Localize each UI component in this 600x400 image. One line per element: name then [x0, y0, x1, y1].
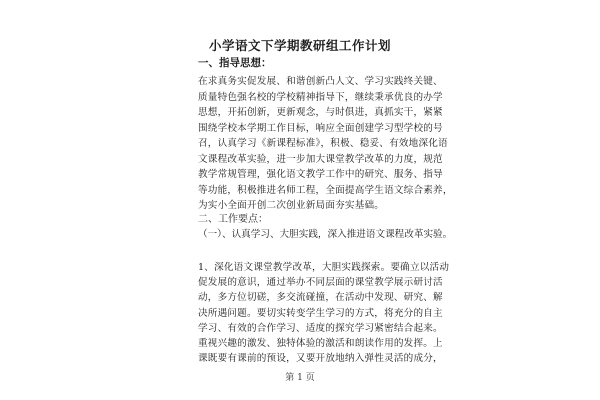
paragraph-line: 等功能，积极推进名师工程，全面提高学生语文综合素养，	[198, 184, 453, 196]
paragraph-line: 质量特色强名校的学校精神指导下，继续秉承优良的办学	[198, 91, 443, 103]
section-heading-work-points: 二、工作要点：	[198, 214, 268, 225]
paragraph-line: 学习、有效的合作学习、适度的探究学习紧密结合起来。	[198, 322, 443, 334]
subsection-heading: （一）、认真学习、大胆实践，深入推进语文课程改革实验。	[198, 229, 453, 240]
item1-paragraph	[198, 260, 450, 366]
paragraph-line: 1、深化语文课堂教学改革，大胆实践探索。要确立以活动	[198, 262, 450, 273]
paragraph-line: 动，多方位切磋，多交流碰撞，在活动中发现、研究、解	[198, 292, 443, 304]
paragraph-line: 课既要有课前的预设，又要开放地纳入弹性灵活的成分，	[198, 353, 443, 365]
section-heading-guiding-thought: 一、指导思想：	[198, 57, 272, 69]
guiding-thought-paragraph	[198, 74, 453, 214]
page-number: 第 1 页	[285, 373, 315, 383]
paragraph-line: 思想，开拓创新，更新观念，与时俱进，真抓实干，紧紧	[198, 107, 443, 118]
document-title: 小学语文下学期教研组工作计划	[208, 38, 391, 53]
paragraph-line: 重视兴趣的激发、独特体验的激活和朗读作用的发挥。上	[198, 338, 443, 350]
paragraph-line: 决所遇问题。要切实转变学生学习的方式，将充分的自主	[198, 307, 443, 319]
paragraph-line: 为实小全面开创二次创业新局面夯实基础。	[198, 200, 385, 211]
paragraph-line: 促发展的意识，通过举办不同层面的课堂教学展示研讨活	[198, 277, 443, 289]
paragraph-line: 围绕学校本学期工作目标，响应全面创建学习型学校的号	[198, 122, 443, 134]
paragraph-line: 召，认真学习《新课程标准》，积极、稳妥、有效地深化语	[198, 138, 448, 149]
paragraph-line: 文课程改革实验，进一步加大课堂教学改革的力度，规范	[198, 153, 443, 165]
paragraph-line: 在求真务实促发展、和谐创新凸人文、学习实践终关键、	[198, 76, 443, 87]
paragraph-line: 教学常规管理，强化语文教学工作中的研究、服务、指导	[198, 169, 443, 180]
